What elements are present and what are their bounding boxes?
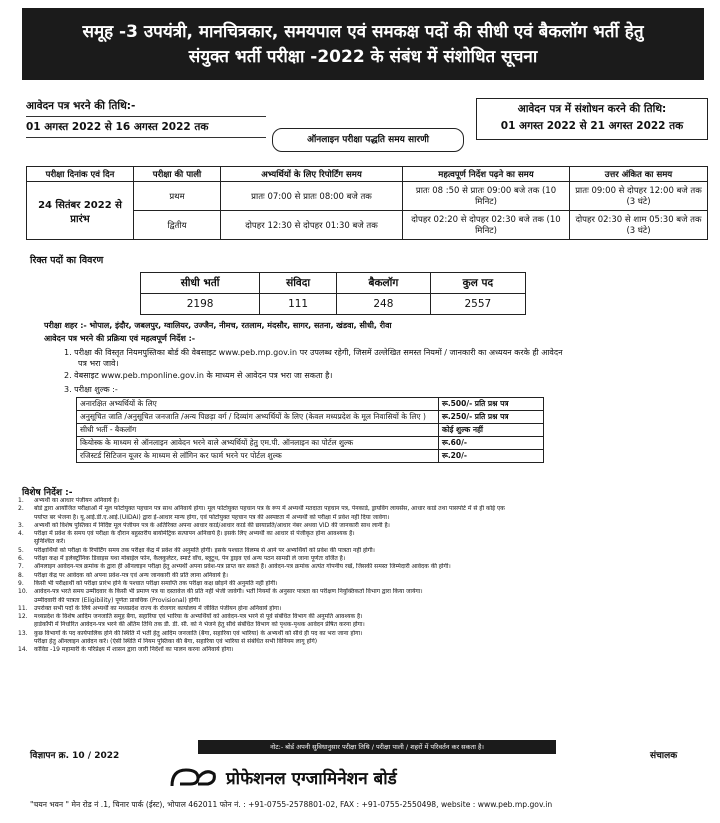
instruction-number: 12. bbox=[18, 613, 28, 621]
fee-row bbox=[77, 424, 544, 437]
instruction-item bbox=[18, 597, 708, 605]
instruction-number: 5. bbox=[18, 546, 24, 554]
answer-time: प्रातः 09:00 से दोपहर 12:00 बजे तक (3 घंटे) bbox=[570, 182, 708, 211]
schedule-header: महत्वपूर्ण निर्देश पढ़ने का समय bbox=[403, 167, 570, 182]
instruction-time: प्रातः 08 :50 से प्रातः 09:00 बजे तक (10 मिनिट) bbox=[403, 182, 570, 211]
vacancy-table bbox=[140, 272, 526, 315]
schedule-header: अभ्यर्थियों के लिए रिपोर्टिंग समय bbox=[221, 167, 403, 182]
instruction-text: परीक्षार्थियों को परीक्षा के रिपोर्टिंग समय तक परीक्षा केंद्र में प्रवेश की अनुमति होगी। इसके पश्चात विलम्ब से आने पर अभ्यर्थियों को प्रवेश की पात्रता नहीं होगी। bbox=[34, 546, 375, 554]
vacancy-value-row bbox=[141, 294, 526, 315]
instruction-number: 1. bbox=[18, 497, 24, 504]
edit-date-label: आवेदन पत्र में संशोधन करने की तिथि: bbox=[517, 103, 667, 115]
fee-label: अनारक्षित अभ्यर्थियों के लिए bbox=[77, 398, 439, 411]
note-banner: नोट:- बोर्ड अपनी सुविधानुसार परीक्षा तिथि / परीक्षा पाली / शहरों में परिवर्तन कर सकता है। bbox=[198, 740, 556, 754]
instruction-number: 9. bbox=[18, 579, 24, 587]
signatory: संचालक bbox=[650, 751, 678, 761]
application-dates bbox=[26, 96, 266, 138]
process-title: आवेदन पत्र भरने की प्रक्रिया एवं महत्वपूर्ण निर्देश :- bbox=[44, 334, 196, 343]
instruction-item bbox=[18, 646, 708, 654]
shift: प्रथम bbox=[134, 182, 221, 211]
instruction-item bbox=[18, 530, 708, 538]
instruction-number: 6. bbox=[18, 555, 24, 563]
vacancy-header: सीधी भर्ती bbox=[141, 273, 260, 294]
instruction-text: परीक्षा केंद्र पर आवेदक को अपना प्रवेश-पत्र एवं अन्य जानकारी की प्रति लाना अनिवार्य है। bbox=[34, 571, 228, 579]
instruction-text: उपरोक्त सभी पदों के लिये अभ्यर्थी का मध्यप्रदेश राज्य के रोजगार कार्यालय में जीवित पंजीयन होना अनिवार्य होगा। bbox=[34, 604, 282, 612]
exam-cities: परीक्षा शहर :- भोपाल, इंदौर, जबलपुर, ग्वालियर, उज्जैन, नीमच, रतलाम, मंदसौर, सागर, सतना, खंडवा, सीधी, रीवा bbox=[44, 321, 392, 330]
instruction-text: आवेदन-पत्र भरते समय उम्मीदवार के किसी भी प्रमाण पत्र या दस्तावेज की प्रति नहीं भेजी जावेगी। भर्ती नियमों के अनुसार पात्रता का परीक्षण नियुक्तिकर्ता विभाग द्वारा किया जायेगा। bbox=[34, 588, 423, 596]
fee-label: अनुसूचित जाति /अनुसूचित जनजाति /अन्य पिछड़ा वर्ग / दिव्यांग अभ्यर्थियों के लिए (केवल मध्यप्रदेश के मूल निवासियों के लिए ) bbox=[77, 411, 439, 424]
instruction-item bbox=[18, 538, 708, 546]
fee-value: रू.250/- प्रति प्रश्न पत्र bbox=[439, 411, 544, 424]
title-line-2: संयुक्त भर्ती परीक्षा -2022 के संबंध में संशोधित सूचना bbox=[188, 47, 538, 67]
vacancy-value: 248 bbox=[337, 294, 431, 315]
instruction-number: 3. bbox=[18, 521, 24, 529]
instruction-number: 2. bbox=[18, 505, 24, 513]
fee-row bbox=[77, 398, 544, 411]
advertisement-number: विज्ञापन क्र. 10 / 2022 bbox=[30, 751, 120, 761]
fee-label: सीधी भर्ती - बैकलॉग bbox=[77, 424, 439, 437]
instruction-number: 14. bbox=[18, 646, 28, 654]
reporting-time: दोपहर 12:30 से दोपहर 01:30 बजे तक bbox=[221, 211, 403, 240]
instruction-item bbox=[18, 563, 708, 571]
edit-date-range: 01 अगस्त 2022 से 21 अगस्त 2022 तक bbox=[500, 120, 684, 132]
vacancy-header: संविदा bbox=[260, 273, 337, 294]
title-banner bbox=[22, 8, 704, 80]
exam-date: 24 सितंबर 2022 से प्रारंभ bbox=[27, 182, 134, 240]
instruction-text: मध्यप्रदेश के विशेष आदिम जनजाति समूह बैगा, सहारिया एवं भारिया के अभ्यर्थियों को आवेदन-पत्र भरने से पूर्व संबंधित विभाग की अनुमति आवश्यक है। bbox=[34, 613, 363, 621]
schedule-header-row bbox=[27, 167, 708, 182]
instruction-text: सुनिश्चित करें। bbox=[34, 538, 66, 546]
instruction-text: किसी भी परीक्षार्थी को परीक्षा प्रारंभ होने के पश्चात परीक्षा समाप्ति तक परीक्षा कक्ष छोड़ने की अनुमति नहीं होगी। bbox=[34, 579, 278, 587]
fee-table bbox=[76, 397, 544, 463]
fee-value: कोई शुल्क नहीं bbox=[439, 424, 544, 437]
instruction-item bbox=[18, 555, 708, 563]
fee-value: रू.20/- bbox=[439, 450, 544, 463]
instruction-number: 7. bbox=[18, 563, 24, 571]
application-date-range: 01 अगस्त 2022 से 16 अगस्त 2022 तक bbox=[26, 117, 266, 138]
instruction-number: 4. bbox=[18, 530, 24, 538]
instruction-time: दोपहर 02:20 से दोपहर 02:30 बजे तक (10 मिनिट) bbox=[403, 211, 570, 240]
process-item-2: 2. वेबसाइट www.peb.mponline.gov.in के माध्यम से आवेदन पत्र भरा जा सकता है। bbox=[64, 371, 333, 380]
instruction-text: परीक्षा में प्रवेश के समय एवं परीक्षा के दौरान बहुस्तरीय बायोमेट्रिक सत्यापन अनिवार्य है। इसके लिए अभ्यर्थी का आधार से पंजीकृत होना आवश्यक है। bbox=[34, 530, 355, 538]
instruction-number: 13. bbox=[18, 629, 28, 637]
instruction-number bbox=[18, 638, 34, 646]
instruction-item bbox=[18, 514, 708, 522]
fee-value: रू.500/- प्रति प्रश्न पत्र bbox=[439, 398, 544, 411]
instruction-text: पर्याप्त बर भेजना है। यू.आई.डी.ए.आई.(UIDAI) द्वारा ई-आधार मान्य होगा, एवं फोटोयुक्त पहचान पत्र की अस्पष्टता में अभ्यर्थी को परीक्षा में प्रवेश नहीं दिया जावेगा। bbox=[34, 513, 390, 521]
instruction-text: कोविड -19 महामारी के परिप्रेक्ष्य में शासन द्वारा जारी निर्देशों का पालन करना अनिवार्य होगा। bbox=[34, 646, 234, 654]
fee-row bbox=[77, 411, 544, 424]
instruction-item bbox=[18, 572, 708, 580]
instruction-item bbox=[18, 621, 708, 629]
schedule-header: परीक्षा की पाली bbox=[134, 167, 221, 182]
fee-label: कियोस्क के माध्यम से ऑनलाइन आवेदन भरने वाले अभ्यर्थियों हेतु एम.पी. ऑनलाइन का पोर्टल शुल्क bbox=[77, 437, 439, 450]
title-line-1: समूह -3 उपयंत्री, मानचित्रकार, समयपाल एवं समकक्ष पदों की सीधी एवं बैकलॉग भर्ती हेतु bbox=[82, 22, 644, 42]
vacancy-value: 2198 bbox=[141, 294, 260, 315]
reporting-time: प्रातः 07:00 से प्रातः 08:00 बजे तक bbox=[221, 182, 403, 211]
instruction-number bbox=[18, 597, 34, 605]
vacancy-title: रिक्त पदों का विवरण bbox=[30, 255, 104, 266]
contact-address: "चयन भवन " मेन रोड नं .1, चिनार पार्क (ईस्ट), भोपाल 462011 फोन नं. : +91-0755-2578801-02, FAX : +91-0755-2550498, website : www.peb.mp.gov.in bbox=[30, 800, 553, 809]
vacancy-header: बैकलॉग bbox=[337, 273, 431, 294]
instruction-text: बोर्ड द्वारा आयोजित परीक्षाओं में मूल फोटोयुक्त पहचान पत्र साथ अनिवार्य होगा। मूल फोटोयुक्त पहचान पत्र के रूप में अभ्यर्थी मतदाता पहचान पत्र, पेनकार्ड, ड्रायविंग लायसेंस, आधार कार्ड तथा पासपोर्ट में से ही कोई एक bbox=[34, 505, 505, 513]
vacancy-header: कुल पद bbox=[430, 273, 525, 294]
special-instructions-title: विशेष निर्देश :- bbox=[22, 488, 73, 498]
instruction-number: 10. bbox=[18, 588, 28, 596]
special-instructions-list bbox=[18, 497, 708, 655]
exam-schedule-table bbox=[26, 166, 708, 240]
instruction-item bbox=[18, 547, 708, 555]
peb-logo-icon bbox=[168, 766, 218, 790]
answer-time: दोपहर 02:30 से शाम 05:30 बजे तक (3 घंटे) bbox=[570, 211, 708, 240]
schedule-header: परीक्षा दिनांक एवं दिन bbox=[27, 167, 134, 182]
instruction-text: कुछ विभागों के पद कार्यपालिक होने की स्थिति में भर्ती हेतु आदिम जनजाति (बैगा, सहारिया एवं भारिया) के अभ्यर्थी को सीधे ही पद का भरा जाना होगा। bbox=[34, 629, 363, 637]
vacancy-value: 2557 bbox=[430, 294, 525, 315]
instruction-number: 11. bbox=[18, 604, 28, 612]
instruction-item bbox=[18, 630, 708, 638]
instruction-text: परीक्षा हेतु ऑनलाइन आवेदन करें। (ऐसी स्थिति में नियम पुस्तिका की बैगा, सहारिया एवं भारिया से संबंधित सभी विनियम लागू होंगे) bbox=[34, 638, 318, 646]
fee-row bbox=[77, 437, 544, 450]
instruction-item bbox=[18, 505, 708, 513]
process-item-1-cont: पत्र भरा जावे। bbox=[78, 359, 119, 368]
schedule-row bbox=[27, 182, 708, 211]
instruction-number bbox=[18, 538, 34, 546]
application-date-label: आवेदन पत्र भरने की तिथि:- bbox=[26, 96, 266, 117]
instruction-text: हार्डकॉपी में निर्धारित आवेदन-पत्र भरने की अंतिम तिथि तक डी. डी. सी. को ने भेजने हेतु सीधे संबंधित विभाग को पृथक-पृथक आवेदन प्रेषित करना होगा। bbox=[34, 621, 365, 629]
instruction-item bbox=[18, 613, 708, 621]
instruction-item bbox=[18, 522, 708, 530]
instruction-item bbox=[18, 497, 708, 505]
online-mode-label: ऑनलाइन परीक्षा पद्धति समय सारणी bbox=[272, 128, 464, 152]
instruction-number bbox=[18, 621, 34, 629]
instruction-item bbox=[18, 588, 708, 596]
instruction-text: परीक्षा कक्ष में इलेक्ट्रॉनिक डिवाइस यथा मोबाईल फोन, कैलकुलेटर, स्मार्ट वॉच, ब्लूटूथ, पेन ड्राइव एवं अन्य पठन सामग्री ले जाना पूर्णतः वर्जित है। bbox=[34, 555, 346, 563]
instruction-text: उम्मीदवारी की पात्रता (Eligibility) पूर्णतः प्रावधिक (Provisional) होगी। bbox=[34, 596, 201, 604]
instruction-item bbox=[18, 605, 708, 613]
fee-row bbox=[77, 450, 544, 463]
instruction-text: अभ्यर्थी का आधार पंजीयन अनिवार्य है। bbox=[34, 497, 119, 504]
vacancy-value: 111 bbox=[260, 294, 337, 315]
process-item-3: 3. परीक्षा शुल्क :- bbox=[64, 385, 118, 394]
edit-dates-box bbox=[476, 98, 708, 140]
instruction-item bbox=[18, 638, 708, 646]
instruction-text: ऑनलाइन आवेदन-पत्र क्रमांक के द्वारा ही ऑनलाइन परीक्षा हेतु अभ्यर्थी अपना प्रवेश-पत्र प्राप्त कर सकते हैं। आवेदन-पत्र क्रमांक अत्यंत गोपनीय रखें, जिसकी समस्त जिम्मेदारी आवेदक की होगी। bbox=[34, 563, 451, 571]
instruction-text: अभ्यर्थी को विशेष पुस्तिका में निर्दिष्ट मूल पंजीयन पत्र के अतिरिक्त अपना आधार कार्ड/आधार कार्ड की छायाप्रति/आधार नंबर अथवा VID की जानकारी साथ लानी है। bbox=[34, 521, 390, 529]
shift: द्वितीय bbox=[134, 211, 221, 240]
schedule-header: उत्तर अंकित का समय bbox=[570, 167, 708, 182]
process-item-1: 1. परीक्षा की विस्तृत नियमपुस्तिका बोर्ड की वेबसाइट www.peb.mp.gov.in पर उपलब्ध रहेगी, जिसमें उल्लेखित समस्त नियमों / जानकारी का अध्ययन करके ही आवेदन bbox=[64, 348, 563, 357]
fee-label: रजिस्टर्ड सिटिजन यूजर के माध्यम से लॉगिन कर फार्म भरने पर पोर्टल शुल्क bbox=[77, 450, 439, 463]
vacancy-header-row bbox=[141, 273, 526, 294]
organization-name: प्रोफेशनल एग्जामिनेशन बोर्ड bbox=[226, 769, 397, 789]
instruction-number bbox=[18, 514, 34, 522]
fee-value: रू.60/- bbox=[439, 437, 544, 450]
instruction-item bbox=[18, 580, 708, 588]
instruction-number: 8. bbox=[18, 571, 24, 579]
